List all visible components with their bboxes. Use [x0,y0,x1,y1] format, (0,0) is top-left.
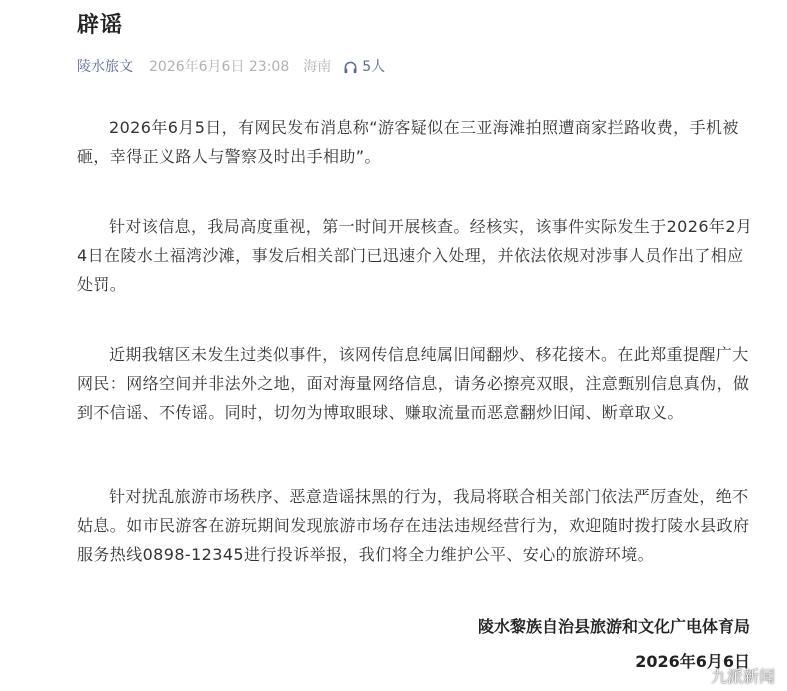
signature-date: 2026年6月6日 [635,652,750,671]
signature-organization: 陵水黎族自治县旅游和文化广电体育局 [477,617,750,636]
paragraph-4: 针对扰乱旅游市场秩序、恶意造谣抹黑的行为，我局将联合相关部门依法严厉查处，绝不姑息。如市民游客在游玩期间发现旅游市场存在违法违规经营行为，欢迎随时拨打陵水县政府服务热线0898-12345进行投诉举报，我们将全力维护公平、安心的旅游环境。 [77,487,750,564]
article-meta [77,57,385,77]
publish-date: 2026年6月6日 23:08 [149,59,290,75]
weibo-logo-icon [685,667,707,685]
author-link[interactable]: 陵水旅文 [77,59,133,75]
region-label: 海南 [303,59,332,75]
listener-count: 5人 [362,59,386,75]
listen-button[interactable] [343,57,385,77]
watermark-text: 九派新闻 [710,667,775,686]
watermark [685,664,775,687]
article-title: 辟谣 [77,13,124,38]
headphones-icon [343,60,358,75]
paragraph-2: 针对该信息，我局高度重视，第一时间开展核查。经核实，该事件实际发生于2026年2月4日在陵水土福湾沙滩，事发后相关部门已迅速介入处理，并依法依规对涉事人员作出了相应处罚。 [77,217,753,294]
paragraph-3: 近期我辖区未发生过类似事件，该网传信息纯属旧闻翻炒、移花接木。在此郑重提醒广大网民：网络空间并非法外之地，面对海量网络信息，请务必擦亮双眼，注意甄别信息真伪，做到不信谣、不传谣。同时，切勿为博取眼球、赚取流量而恶意翻炒旧闻、断章取义。 [77,345,750,422]
paragraph-1: 2026年6月5日，有网民发布消息称“游客疑似在三亚海滩拍照遭商家拦路收费，手机被砸，幸得正义路人与警察及时出手相助”。 [77,118,739,166]
